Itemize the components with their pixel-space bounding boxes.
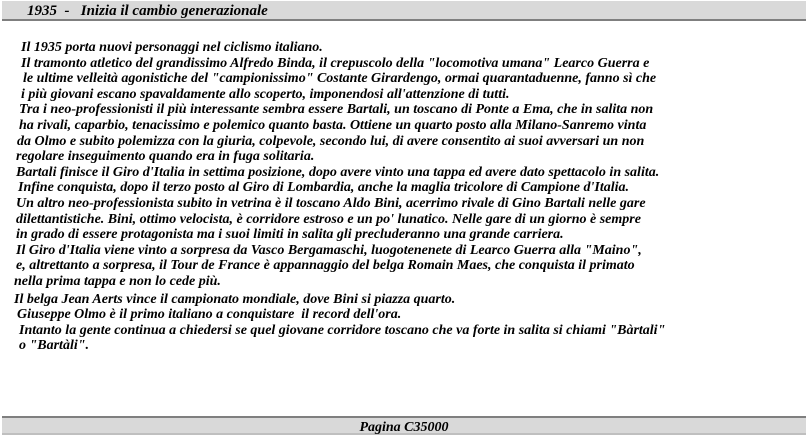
article-line: in grado di essere protagonista ma i suoi limiti in salita gli precluderanno una grande carriera.: [16, 227, 564, 243]
article-line: nella prima tappa e non lo cede più.: [14, 273, 221, 289]
article-line: Il 1935 porta nuovi personaggi nel ciclismo italiano.: [21, 40, 323, 55]
article-line: Intanto la gente continua a chiedersi se quel giovane corridore toscano che va forte in salita si chiami "Bàrtali": [19, 322, 666, 338]
article-line: Infine conquista, dopo il terzo posto al Giro di Lombardia, anche la maglia tricolore di Campione d'Italia.: [18, 180, 629, 196]
article-line: le ultime velleità agonistiche del "campionissimo" Costante Girardengo, ormai quarantaduenne, fanno sì che: [23, 71, 657, 87]
article-line: i più giovani escano spavaldamente allo scoperto, imponendosi all'attenzione di tutti.: [21, 86, 510, 102]
page-number: Pagina C35000: [359, 420, 449, 435]
page-title: 1935 - Inizia il cambio generazionale: [27, 3, 268, 19]
article-line: e, altrettanto a sorpresa, il Tour de France è appannaggio del belga Romain Maes, che conquista il primato: [16, 258, 635, 274]
article-line: Il tramonto atletico del grandissimo Alfredo Binda, il crepuscolo della "locomotiva umana" Learco Guerra e: [21, 55, 650, 71]
article-line: dilettantistiche. Bini, ottimo velocista, è corridore estroso e un po' lunatico. Nelle gare di un giorno è sempre: [16, 211, 641, 227]
article-line: ha rivali, caparbio, tenacissimo e polemico quanto basta. Ottiene un quarto posto alla Milano-Sanremo vinta: [19, 117, 647, 133]
article-body: [16, 40, 806, 354]
article-line: Il belga Jean Aerts vince il campionato mondiale, dove Bini si piazza quarto.: [14, 291, 456, 307]
article-line: regolare inseguimento quando era in fuga solitaria.: [16, 149, 315, 165]
article-line: Giuseppe Olmo è il primo italiano a conquistare il record dell'ora.: [17, 307, 402, 323]
article-line: Il Giro d'Italia viene vinto a sorpresa da Vasco Bergamaschi, luogotenenete di Learco Guerra alla "Maino",: [16, 242, 642, 258]
title-bar: [2, 1, 806, 21]
footer-bar: [2, 416, 806, 435]
article-line: Bartali finisce il Giro d'Italia in settima posizione, dopo avere vinto una tappa ed avere dato spettacolo in salita.: [16, 164, 660, 180]
article-line: da Olmo e subito polemizza con la giuria, colpevole, secondo lui, di avere consentito ai suoi avversari un non: [17, 133, 645, 149]
article-line: Tra i neo-professionisti il più interessante sembra essere Bartali, un toscano di Ponte a Ema, che in salita non: [19, 102, 654, 118]
article-line: Un altro neo-professionista subito in vetrina è il toscano Aldo Bini, acerrimo rivale di Gino Bartali nelle gare: [16, 195, 646, 211]
article-line: o "Bartàli".: [19, 338, 89, 354]
